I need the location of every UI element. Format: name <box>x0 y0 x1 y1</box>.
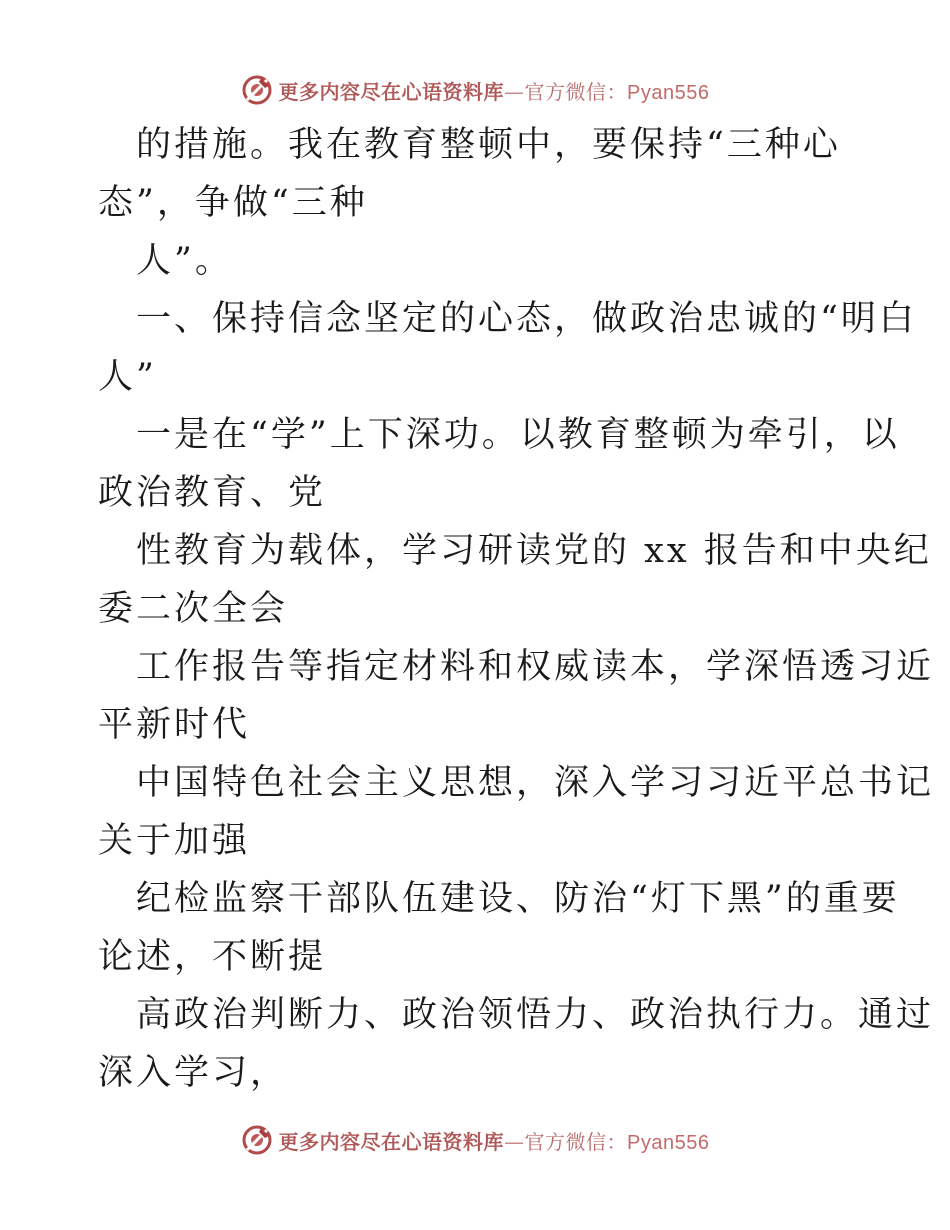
watermark-id: Pyan556 <box>627 1131 710 1154</box>
watermark-label: 官方微信： <box>524 1129 628 1154</box>
document-body <box>98 116 935 1102</box>
text-line: 性教育为载体，学习研读党的 xx 报告和中央纪 <box>136 531 932 571</box>
text-line: 纪检监察干部队伍建设、防治“灯下黑”的重要 <box>136 879 900 919</box>
brand-logo-icon <box>241 1124 273 1156</box>
watermark-label: 官方微信： <box>524 79 628 104</box>
text-line: 工作报告等指定材料和权威读本，学深悟透习近 <box>136 647 935 687</box>
text-line: 高政治判断力、政治领悟力、政治执行力。通过 <box>136 995 935 1035</box>
text-line: 关于加强 <box>98 821 251 861</box>
watermark-id: Pyan556 <box>627 81 710 104</box>
text-line: 态”，争做“三种 <box>98 183 368 223</box>
text-line: 委二次全会 <box>98 589 289 629</box>
header-watermark <box>0 70 950 110</box>
text-line: 人”。 <box>136 241 233 281</box>
text-line: 的措施。我在教育整顿中，要保持“三种心 <box>136 125 841 165</box>
footer-watermark <box>0 1120 950 1160</box>
watermark-separator: — <box>504 79 525 104</box>
text-line: 人” <box>98 357 157 397</box>
text-line: 中国特色社会主义思想，深入学习习近平总书记 <box>136 763 935 803</box>
text-line: 平新时代 <box>98 705 251 745</box>
watermark-separator: — <box>504 1129 525 1154</box>
text-line: 一、保持信念坚定的心态，做政治忠诚的“明白 <box>136 299 917 339</box>
text-line: 政治教育、党 <box>98 473 327 513</box>
text-line: 深入学习， <box>98 1053 289 1093</box>
brand-logo-icon <box>241 74 273 106</box>
text-line: 论述，不断提 <box>98 937 327 977</box>
watermark-name: 更多内容尽在心语资料库 <box>278 79 505 104</box>
watermark-name: 更多内容尽在心语资料库 <box>278 1129 505 1154</box>
text-line: 一是在“学”上下深功。以教育整顿为牵引，以 <box>136 415 900 455</box>
